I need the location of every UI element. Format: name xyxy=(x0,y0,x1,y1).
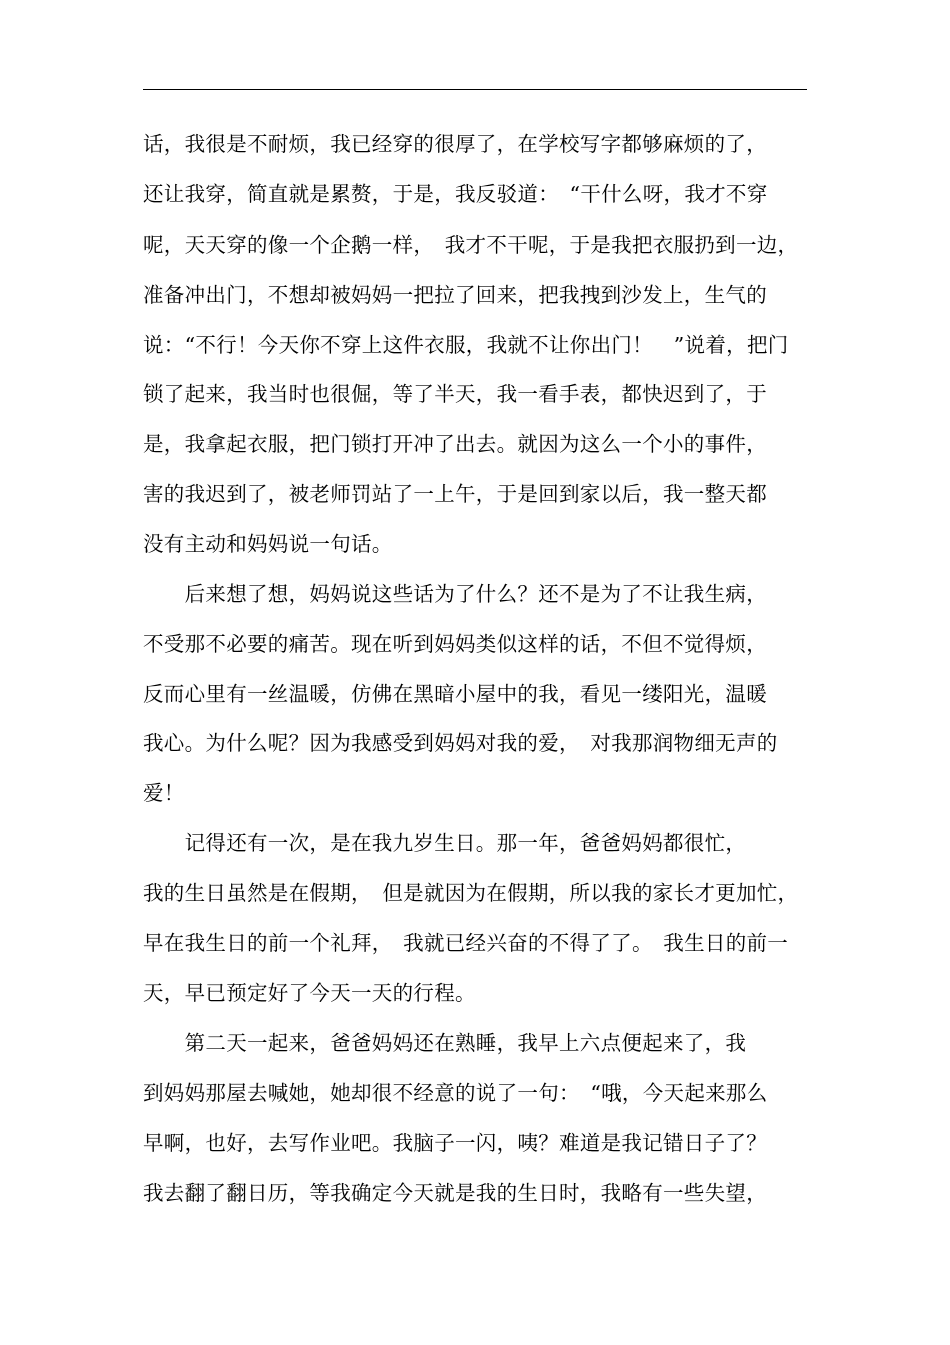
text-line: 我去翻了翻日历，等我确定今天就是我的生日时，我略有一些失望， xyxy=(143,1181,767,1205)
text-line: 爱！ xyxy=(143,781,185,805)
text-line: 早在我生日的前一个礼拜， 我就已经兴奋的不得了了。 我生日的前一 xyxy=(143,931,789,955)
text-line: 我心。为什么呢？因为我感受到妈妈对我的爱， 对我那润物细无声的 xyxy=(143,731,778,755)
text-line: 是，我拿起衣服，把门锁打开冲了出去。就因为这么一个小的事件， xyxy=(143,432,767,456)
text-line: 第二天一起来，爸爸妈妈还在熟睡，我早上六点便起来了，我 xyxy=(143,1031,747,1055)
text-line: 说：“不行！今天你不穿上这件衣服，我就不让你出门！ ”说着，把门 xyxy=(143,333,789,357)
text-line: 准备冲出门，不想却被妈妈一把拉了回来，把我拽到沙发上，生气的 xyxy=(143,283,767,307)
text-line: 天，早已预定好了今天一天的行程。 xyxy=(143,981,476,1005)
text-line: 话，我很是不耐烦，我已经穿的很厚了，在学校写字都够麻烦的了， xyxy=(143,132,767,156)
text-line: 不受那不必要的痛苦。现在听到妈妈类似这样的话，不但不觉得烦， xyxy=(143,632,767,656)
text-line: 没有主动和妈妈说一句话。 xyxy=(143,532,393,556)
text-line: 到妈妈那屋去喊她，她却很不经意的说了一句： “哦，今天起来那么 xyxy=(143,1081,768,1105)
text-line: 记得还有一次，是在我九岁生日。那一年，爸爸妈妈都很忙， xyxy=(143,831,747,855)
text-line: 反而心里有一丝温暖，仿佛在黑暗小屋中的我，看见一缕阳光，温暖 xyxy=(143,682,767,706)
text-line: 害的我迟到了，被老师罚站了一上午，于是回到家以后，我一整天都 xyxy=(143,482,767,506)
text-line: 还让我穿，简直就是累赘，于是，我反驳道： “干什么呀，我才不穿 xyxy=(143,182,768,206)
text-line: 呢，天天穿的像一个企鹅一样， 我才不干呢，于是我把衣服扔到一边， xyxy=(143,233,799,257)
text-line: 后来想了想，妈妈说这些话为了什么？还不是为了不让我生病， xyxy=(143,582,767,606)
text-line: 我的生日虽然是在假期， 但是就因为在假期，所以我的家长才更加忙， xyxy=(143,881,799,905)
header-rule xyxy=(143,89,807,90)
text-line: 早啊，也好，去写作业吧。我脑子一闪，咦？难道是我记错日子了？ xyxy=(143,1131,767,1155)
text-line: 锁了起来，我当时也很倔，等了半天，我一看手表，都快迟到了，于 xyxy=(143,382,767,406)
